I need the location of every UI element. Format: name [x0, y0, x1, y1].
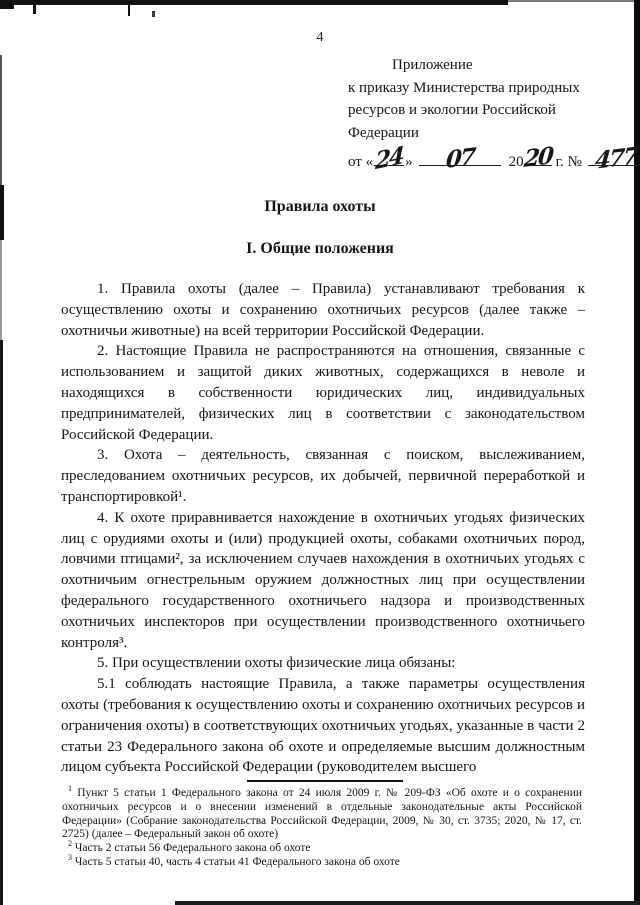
handwritten-month: 07 — [444, 143, 475, 174]
footnote-marker: 1 — [68, 784, 72, 794]
footnote-2 — [62, 839, 582, 856]
scan-artifact-bottom-edge — [175, 901, 640, 905]
document-title: Правила охоты — [264, 198, 376, 215]
paragraph-3: 3. Охота – деятельность, связанная с поиском, выслеживанием, преследованием охотничьих ресурсов, их добычей, первичной переработкой и транспортировкой¹. — [61, 447, 585, 505]
footnote-marker: 3 — [68, 853, 72, 863]
order-date-line — [348, 141, 638, 176]
paragraph-5: 5. При осуществлении охоты физические лица обязаны: — [97, 655, 456, 672]
header-line: Федерации — [348, 124, 419, 141]
scan-artifact-top-right — [508, 0, 640, 2]
date-year-printed: 20 — [508, 154, 524, 170]
scan-artifact-speck — [152, 11, 155, 17]
header-line: Приложение — [392, 57, 473, 73]
date-day-blank — [374, 141, 404, 176]
paragraph-5-1: 5.1 соблюдать настоящие Правила, а также параметры осуществления охоты (требования к осуществлению охоты и сохранению охотничьих ресурсов и ограничения охоты) в соответствующих охотничьих угодьях, указанные в части 2 статьи 23 Федерального закона об охоте и определяемые высшим должностным лицом субъекта Российской Федерации (руководителем высшего — [61, 676, 585, 776]
footnote-marker: 2 — [68, 839, 72, 849]
footnote-1 — [62, 784, 582, 842]
handwritten-year: 20 — [522, 142, 553, 173]
appendix-header — [348, 54, 638, 176]
section-heading: I. Общие положения — [246, 240, 394, 257]
date-year-blank — [522, 142, 553, 173]
scan-artifact-tick — [128, 4, 130, 16]
header-line: к приказу Министерства природных — [348, 79, 580, 96]
handwritten-order-number: 477 — [593, 142, 638, 175]
date-prefix: от « — [348, 154, 374, 170]
footnotes — [62, 784, 582, 870]
footnote-text: Пункт 5 статьи 1 Федерального закона от 24 июля 2009 г. № 209-ФЗ «Об охоте и о сохранении охотничьих ресурсов и о внесении изменений в отдельные законодательные акты Российской Федерации» (Собрание законодательства Российской Федерации, 2009, № 30, ст. 3735; 2020, № 17, ст. 2725) (далее – Федеральный закон об охоте) — [62, 787, 582, 841]
order-number-blank — [588, 142, 640, 175]
paragraph-4: 4. К охоте приравнивается нахождение в охотничьих угодьях физических лиц с орудиями охоты и (или) продукцией охоты, собаками охотничьих пород, ловчими птицами², за исключением случаев нахождения в охотничьих угодьях с охотничьим огнестрельным оружием должностных лиц при осуществлении федерального государственного охотничьего надзора и производственных охотничьих инспекторов при осуществлении производственного охотничьего контроля³. — [61, 509, 585, 651]
page-number: 4 — [316, 30, 324, 45]
scan-artifact-left-edge — [0, 340, 3, 905]
footnote-3 — [62, 853, 582, 870]
footnote-text: Часть 5 статьи 40, часть 4 статьи 41 Федерального закона об охоте — [74, 855, 400, 868]
scan-artifact-top-edge — [0, 0, 508, 5]
handwritten-day: 24 — [374, 141, 404, 176]
scan-artifact-right-edge — [634, 0, 640, 905]
paragraph-2: 2. Настоящие Правила не распространяются на отношения, связанные с использованием и защитой диких животных, содержащихся в неволе и находящихся в собственности юридических лиц, индивидуальных предпринимателей, физических лиц в соответствии с законодательством Российской Федерации. — [61, 343, 585, 443]
footnote-text: Часть 2 статьи 56 Федерального закона об охоте — [74, 842, 311, 855]
date-month-blank — [419, 143, 501, 174]
footnote-separator — [247, 780, 403, 782]
scan-artifact-tick — [33, 5, 36, 14]
header-line: ресурсов и экологии Российской — [348, 102, 556, 118]
document-body — [61, 279, 585, 778]
scan-artifact-left-edge — [0, 55, 2, 185]
date-number-label: г. № — [555, 154, 582, 170]
paragraph-1: 1. Правила охоты (далее – Правила) устанавливают требования к осуществлению охоты и сохранению охотничьих ресурсов (далее также – охотничьи животные) на всей территории Российской Федерации. — [61, 281, 585, 339]
scan-artifact-top-corner — [0, 0, 14, 9]
date-quote-close: » — [405, 154, 413, 170]
